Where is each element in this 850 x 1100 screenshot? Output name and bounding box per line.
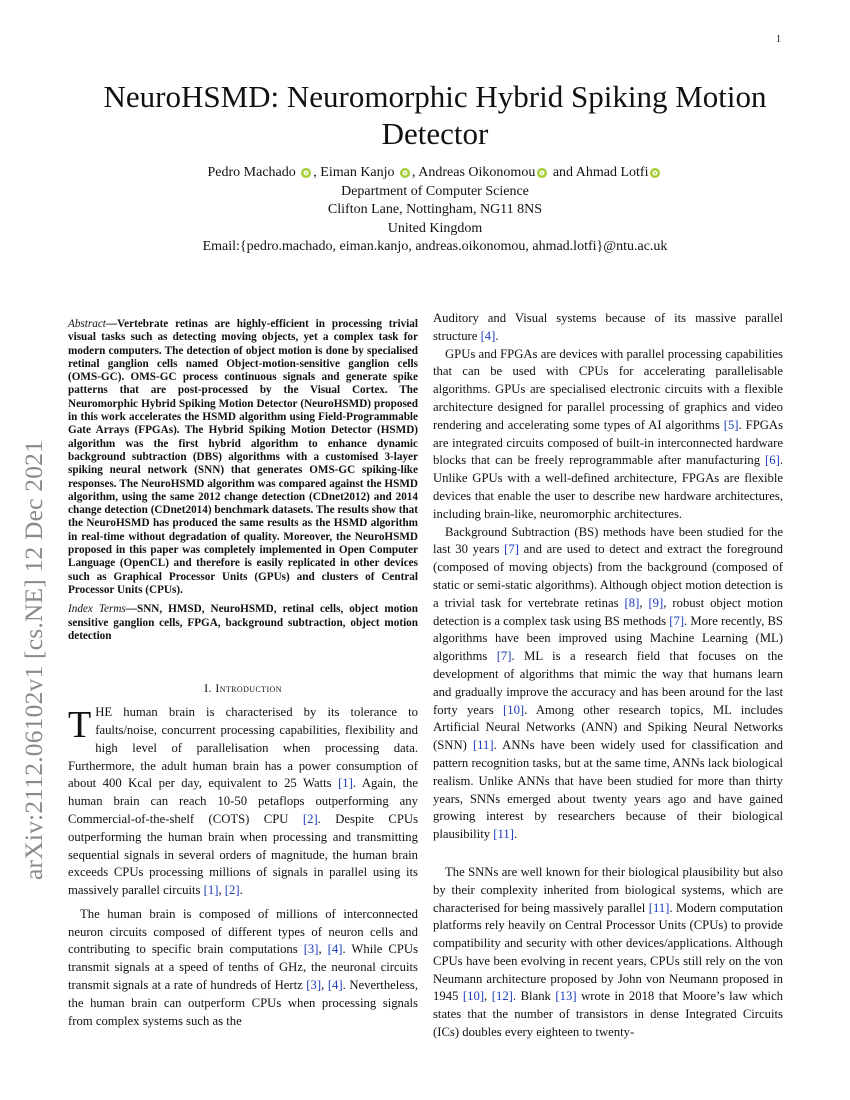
citation-link[interactable]: [7]: [669, 613, 685, 628]
orcid-icon[interactable]: [301, 168, 311, 178]
citation-link[interactable]: [2]: [224, 883, 240, 898]
page-number: 1: [776, 34, 781, 45]
arxiv-stamp[interactable]: arXiv:2112.06102v1 [cs.NE] 12 Dec 2021: [19, 439, 48, 880]
text-run: wrote in 2018 that Moore’s law which states that the number of transistors in dense Integrated Circuits (ICs) doubles every eighteen to twenty-: [433, 989, 783, 1040]
abstract: [68, 318, 418, 597]
left-column: [68, 318, 418, 1030]
citation-link[interactable]: [11]: [472, 738, 494, 753]
index-terms-label: Index Terms: [68, 603, 126, 616]
citation-link[interactable]: [9]: [648, 595, 664, 610]
citation-link[interactable]: [11]: [648, 900, 670, 915]
paragraph: [433, 524, 783, 844]
text-run: ,: [639, 595, 649, 610]
citation-link[interactable]: [1]: [338, 776, 353, 791]
affiliation-department: Department of Computer Science: [341, 183, 529, 199]
text-run: ,: [218, 883, 225, 898]
abstract-label: Abstract: [68, 318, 106, 330]
text-run: ,: [318, 942, 328, 957]
text-run: . While CPUs transmit signals at a speed of tenths of GHz, the neuronal circuits transmit signals at a rate of hundreds of Hertz: [68, 942, 419, 993]
paragraph: [68, 704, 418, 900]
citation-link[interactable]: [4]: [327, 942, 343, 957]
citation-link[interactable]: [3]: [306, 978, 322, 993]
paragraph: [433, 864, 783, 1042]
text-run: . Among other research topics, ML includes Artificial Neural Networks (ANN) and Spiking Neural Networks (SNN): [433, 702, 783, 753]
text-run: HE human brain is characterised by its tolerance to faults/noise, concurrent processing capabilities, flexibility and high level of parallelisation when processing data. Furthermore, the adult human brain has a power consumption of about 400 Kcal per day, equivalent to 25 Watts: [68, 705, 418, 791]
citation-link[interactable]: [6]: [765, 453, 780, 468]
text-run: . Again, the human brain can reach 10-50 petaflops outperforming any Commercial-of-the-shelf (COTS) CPU: [68, 776, 418, 826]
right-column: [433, 310, 783, 1042]
section-heading: [68, 681, 418, 696]
citation-link[interactable]: [4]: [480, 328, 496, 343]
citation-link[interactable]: [10]: [503, 702, 525, 717]
text-run: ,: [321, 978, 328, 993]
author-emails: Email:{pedro.machado, eiman.kanjo, andreas.oikonomou, ahmad.lotfi}@ntu.ac.uk: [202, 239, 668, 254]
text-run: ,: [484, 989, 492, 1004]
text-run: . ML is a research field that focuses on the development of algorithms that mimic the way that humans learn and gradually improve the accuracy and has been around for the last forty years: [433, 649, 783, 717]
text-run: . Unlike GPUs with a well-defined architecture, FPGAs are flexible devices that enable the user to describe new hardware architectures, including brain-like, neuromorphic architectures.: [433, 453, 783, 521]
text-run: . More recently, BS algorithms have been improved using Machine Learning (ML) algorithms: [433, 613, 783, 664]
section-title: Introduction: [215, 681, 282, 696]
author-name: , Eiman Kanjo: [313, 165, 395, 180]
affiliation-street: Clifton Lane, Nottingham, NG11 8NS: [327, 202, 543, 217]
paragraph: [433, 346, 783, 524]
section-numeral: I.: [204, 681, 216, 696]
drop-cap: T: [68, 704, 92, 747]
citation-link[interactable]: [4]: [327, 978, 343, 993]
paragraph: [68, 906, 418, 1031]
citation-link[interactable]: [3]: [303, 942, 319, 957]
text-run: GPUs and FPGAs are devices with parallel processing capabilities that can be used with CPUs for accelerating parallelisable algorithms. GPUs are specialised electronic circuits with a flexible architecture designed for parallel processing of graphics and video rendering and accelerating some types of AI algorithms: [433, 346, 783, 432]
text-run: The human brain is composed of millions of interconnected neuron circuits composed of different types of neuron cells and contributing to specific brain computations: [68, 906, 418, 957]
text-run: .: [495, 328, 499, 343]
orcid-icon[interactable]: [400, 168, 410, 178]
paragraph: [433, 310, 783, 346]
text-run: The SNNs are well known for their biological plausibility but also by their complexity inherited from biological systems, which are characterised for being massively parallel: [433, 864, 783, 915]
abstract-text: —Vertebrate retinas are highly-efficient in processing trivial visual tasks such as detecting moving objects, yet a complex task for modern computers. The detection of object motion is done by specialised retinal ganglion cells named Object-motion-sensitive ganglion cells (OMS-GC). OMS-GC process continuous signals and generate spike patterns that are post-processed by the Visual Cortex. The Neuromorphic Hybrid Spiking Motion Detector (NeuroHSMD) proposed in this work accelerates the HSMD algorithm using Field-Programmable Gate Arrays (FPGAs). The Hybrid Spiking Motion Detector (HSMD) algorithm was the first hybrid algorithm to enhance dynamic background subtraction (DBS) algorithms with a customised 3-layer spiking neural network (SNN) that generates OMS-GC spiking-like responses. The NeuroHSMD algorithm was compared against the HSMD algorithm, using the same 2012 change detection (CDnet2012) and 2014 change detection (CDnet2014) benchmark datasets. The results show that the NeuroHSMD has produced the same results as the HSMD algorithm in real-time without degradation of quality. Moreover, the NeuroHSMD proposed in this paper was completely implemented in Open Computer Language (OpenCL) and therefore is easily replicated in other devices such as Graphical Processor Units (GPUs) and clusters of Central Processor Units (CPUs).: [68, 318, 418, 596]
text-run: Background Subtraction (BS) methods have been studied for the last 30 years: [433, 524, 783, 557]
text-run: and are used to detect and extract the foreground (composed of moving objects) from the background (composed of static or semi-static algorithms). Although object motion detection is a trivial task for vertebrate retinas: [433, 542, 784, 610]
citation-link[interactable]: [1]: [203, 883, 219, 898]
citation-link[interactable]: [5]: [723, 417, 739, 432]
text-run: . Despite CPUs outperforming the human brain when processing and transmitting sequential signals in several orders of magnitude, the human brain exceeds CPUs processing millions of signals in parallel using its massively parallel circuits: [68, 811, 419, 898]
author-name: Pedro Machado: [207, 165, 296, 180]
text-run: .: [239, 883, 243, 898]
text-run: . Modern computation platforms rely heavily on Central Processor Units (CPUs) to provide compatibility and security with other devices/applications. Although CPUs have been evolving in recent years, CPUs still rely on the von Neumann architecture proposed by John von Neumann proposed in 1945: [433, 900, 783, 1004]
orcid-icon[interactable]: [537, 168, 547, 178]
index-terms: [68, 603, 418, 643]
index-terms-text: —SNN, HMSD, NeuroHSMD, retinal cells, object motion sensitive ganglion cells, FPGA, background subtraction, object motion detection: [68, 603, 418, 642]
text-run: . Blank: [512, 989, 556, 1004]
text-run: , robust object motion detection is a complex task using BS methods: [433, 595, 783, 628]
text-run: .: [513, 827, 518, 842]
text-run: . Nevertheless, the human brain can outperform CPUs when processing signals from complex systems such as the: [68, 978, 419, 1028]
author-line: [80, 164, 790, 183]
citation-link[interactable]: [10]: [462, 989, 485, 1004]
citation-link[interactable]: [2]: [302, 811, 318, 826]
citation-link[interactable]: [11]: [493, 827, 514, 842]
orcid-icon[interactable]: [650, 168, 660, 178]
author-block: [80, 164, 790, 257]
citation-link[interactable]: [13]: [555, 989, 577, 1004]
citation-link[interactable]: [8]: [624, 595, 640, 610]
author-name: and Ahmad Lotfi: [549, 165, 649, 180]
text-run: Auditory and Visual systems because of its massive parallel structure: [433, 311, 783, 343]
paper-title: NeuroHSMD: Neuromorphic Hybrid Spiking Motion Detector: [103, 79, 767, 151]
citation-link[interactable]: [12]: [491, 989, 513, 1004]
author-name: , Andreas Oikonomou: [412, 165, 536, 180]
citation-link[interactable]: [7]: [504, 542, 519, 557]
text-run: . FPGAs are integrated circuits composed of built-in interconnected hardware blocks that can be freely reprogrammable after manufacturing: [433, 417, 784, 468]
citation-link[interactable]: [7]: [496, 649, 512, 664]
affiliation-country: United Kingdom: [387, 220, 483, 236]
text-run: . ANNs have been widely used for classification and pattern recognition tasks, but at the same time, ANNs lack biological realism. Unlike ANNs that have been studied for more than thirty years, SNNs emerged about twenty years ago and have gained growing interest by researchers because of their biological plausibility: [433, 738, 783, 842]
